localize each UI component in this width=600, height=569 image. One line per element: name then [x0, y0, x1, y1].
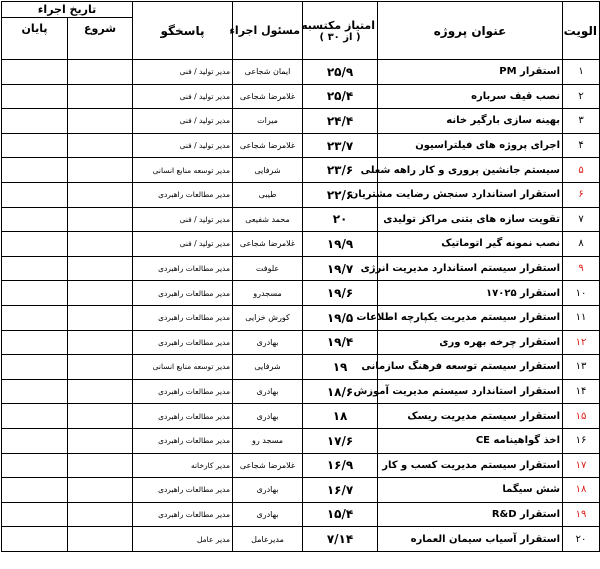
- header-score-line2: ( از ۳۰ ): [319, 31, 361, 43]
- start-date-cell: [68, 404, 133, 429]
- table-row: [2, 355, 600, 380]
- executor-cell: بهادری: [233, 404, 303, 429]
- priority-cell: ۱۲: [563, 330, 600, 355]
- end-date-cell: [2, 428, 68, 453]
- respondent-cell: مدیر تولید / فنی: [133, 133, 233, 158]
- executor-cell: بهادری: [233, 502, 303, 527]
- respondent-cell: مدیر تولید / فنی: [133, 207, 233, 232]
- executor-cell: بهادری: [233, 379, 303, 404]
- end-date-cell: [2, 281, 68, 306]
- respondent-cell: مدیر مطالعات راهبردی: [133, 478, 233, 503]
- project-title-cell: استقرار PM: [378, 60, 563, 85]
- project-title-cell: استقرار استاندارد سنجش رضایت مشتریان: [378, 182, 563, 207]
- priority-cell: ۶: [563, 182, 600, 207]
- respondent-cell: مدیر مطالعات راهبردی: [133, 281, 233, 306]
- score-cell: ۱۹/۴: [303, 330, 378, 355]
- executor-cell: مسجد رو: [233, 428, 303, 453]
- priority-cell: ۹: [563, 256, 600, 281]
- score-cell: ۱۹: [303, 355, 378, 380]
- executor-cell: مسجدرو: [233, 281, 303, 306]
- end-date-cell: [2, 502, 68, 527]
- score-cell: ۱۹/۹: [303, 232, 378, 257]
- end-date-cell: [2, 453, 68, 478]
- respondent-cell: مدیر تولید / فنی: [133, 60, 233, 85]
- score-cell: ۲۵/۴: [303, 84, 378, 109]
- respondent-cell: مدیر عامل: [133, 527, 233, 552]
- priority-cell: ۱۴: [563, 379, 600, 404]
- start-date-cell: [68, 355, 133, 380]
- start-date-cell: [68, 428, 133, 453]
- project-title-cell: تقویت سازه های بتنی مراکز تولیدی: [378, 207, 563, 232]
- header-title: عنوان پروژه: [378, 2, 563, 60]
- end-date-cell: [2, 182, 68, 207]
- project-title-cell: استقرار ۱۷۰۲۵: [378, 281, 563, 306]
- executor-cell: کورش خزایی: [233, 305, 303, 330]
- executor-cell: بهادری: [233, 478, 303, 503]
- respondent-cell: مدیر مطالعات راهبردی: [133, 330, 233, 355]
- end-date-cell: [2, 133, 68, 158]
- end-date-cell: [2, 355, 68, 380]
- header-start: شروع: [68, 18, 133, 60]
- executor-cell: غلامرضا شجاعی: [233, 232, 303, 257]
- header-score-line1: امتیاز مکتسبه: [301, 18, 376, 32]
- end-date-cell: [2, 478, 68, 503]
- priority-cell: ۱۰: [563, 281, 600, 306]
- table-row: [2, 109, 600, 134]
- end-date-cell: [2, 60, 68, 85]
- table-row: [2, 207, 600, 232]
- table-body: [2, 60, 600, 552]
- priority-cell: ۱۷: [563, 453, 600, 478]
- start-date-cell: [68, 60, 133, 85]
- end-date-cell: [2, 158, 68, 183]
- project-title-cell: بهینه سازی بارگیر خانه: [378, 109, 563, 134]
- start-date-cell: [68, 281, 133, 306]
- start-date-cell: [68, 158, 133, 183]
- score-cell: ۱۶/۹: [303, 453, 378, 478]
- header-score: [303, 2, 378, 60]
- respondent-cell: مدیر مطالعات راهبردی: [133, 428, 233, 453]
- end-date-cell: [2, 305, 68, 330]
- executor-cell: محمد شفیعی: [233, 207, 303, 232]
- respondent-cell: مدیر کارخانه: [133, 453, 233, 478]
- header-date-group: تاریخ اجراء: [2, 2, 133, 18]
- executor-cell: غلامرضا شجاعی: [233, 453, 303, 478]
- score-cell: ۱۹/۵: [303, 305, 378, 330]
- project-title-cell: استقرار R&D: [378, 502, 563, 527]
- priority-cell: ۴: [563, 133, 600, 158]
- start-date-cell: [68, 453, 133, 478]
- respondent-cell: مدیر تولید / فنی: [133, 109, 233, 134]
- start-date-cell: [68, 133, 133, 158]
- table-row: [2, 182, 600, 207]
- score-cell: ۲۰: [303, 207, 378, 232]
- score-cell: ۲۳/۷: [303, 133, 378, 158]
- table-row: [2, 133, 600, 158]
- table-row: [2, 256, 600, 281]
- end-date-cell: [2, 404, 68, 429]
- score-cell: ۱۹/۷: [303, 256, 378, 281]
- header-respondent: پاسخگو: [133, 2, 233, 60]
- project-title-cell: نصب قیف سرباره: [378, 84, 563, 109]
- project-title-cell: استقرار آسیاب سیمان العماره: [378, 527, 563, 552]
- header-priority: الویت: [563, 2, 600, 60]
- respondent-cell: مدیر مطالعات راهبردی: [133, 182, 233, 207]
- table-row: [2, 330, 600, 355]
- project-title-cell: اجرای پروژه های فیلتراسیون: [378, 133, 563, 158]
- table-row: [2, 379, 600, 404]
- priority-cell: ۱۶: [563, 428, 600, 453]
- executor-cell: مدیرعامل: [233, 527, 303, 552]
- start-date-cell: [68, 232, 133, 257]
- projects-table: [1, 1, 600, 552]
- table-row: [2, 158, 600, 183]
- header-end: پایان: [2, 18, 68, 60]
- end-date-cell: [2, 379, 68, 404]
- project-title-cell: استقرار سیستم مدیریت ریسک: [378, 404, 563, 429]
- respondent-cell: مدیر مطالعات راهبردی: [133, 502, 233, 527]
- project-title-cell: استقرار استاندارد سیستم مدیریت آموزش: [378, 379, 563, 404]
- priority-cell: ۷: [563, 207, 600, 232]
- project-title-cell: استقرار سیستم توسعه فرهنگ سازمانی: [378, 355, 563, 380]
- project-title-cell: استقرار چرخه بهره وری: [378, 330, 563, 355]
- score-cell: ۷/۱۴: [303, 527, 378, 552]
- respondent-cell: مدیر تولید / فنی: [133, 84, 233, 109]
- score-cell: ۱۹/۶: [303, 281, 378, 306]
- table-row: [2, 281, 600, 306]
- executor-cell: غلامرضا شجاعی: [233, 84, 303, 109]
- score-cell: ۲۲/۶: [303, 182, 378, 207]
- project-title-cell: اخذ گواهینامه CE: [378, 428, 563, 453]
- start-date-cell: [68, 256, 133, 281]
- header-executor: مسئول اجراء: [233, 2, 303, 60]
- priority-cell: ۲۰: [563, 527, 600, 552]
- start-date-cell: [68, 527, 133, 552]
- respondent-cell: مدیر مطالعات راهبردی: [133, 305, 233, 330]
- score-cell: ۲۴/۴: [303, 109, 378, 134]
- project-title-cell: استقرار سیستم استاندارد مدیریت انرژی: [378, 256, 563, 281]
- start-date-cell: [68, 305, 133, 330]
- executor-cell: طیبی: [233, 182, 303, 207]
- executor-cell: ایمان شجاعی: [233, 60, 303, 85]
- respondent-cell: مدیر مطالعات راهبردی: [133, 379, 233, 404]
- table-row: [2, 502, 600, 527]
- executor-cell: میرات: [233, 109, 303, 134]
- project-title-cell: سیستم جانشین پروری و کار راهه شغلی: [378, 158, 563, 183]
- executor-cell: غلامرضا شجاعی: [233, 133, 303, 158]
- start-date-cell: [68, 207, 133, 232]
- priority-cell: ۱۸: [563, 478, 600, 503]
- respondent-cell: مدیر تولید / فنی: [133, 232, 233, 257]
- start-date-cell: [68, 330, 133, 355]
- executor-cell: بهادری: [233, 330, 303, 355]
- priority-cell: ۲: [563, 84, 600, 109]
- table-row: [2, 428, 600, 453]
- priority-cell: ۸: [563, 232, 600, 257]
- end-date-cell: [2, 256, 68, 281]
- respondent-cell: مدیر مطالعات راهبردی: [133, 256, 233, 281]
- table-row: [2, 478, 600, 503]
- score-cell: ۲۵/۹: [303, 60, 378, 85]
- table-row: [2, 84, 600, 109]
- score-cell: ۱۶/۷: [303, 478, 378, 503]
- score-cell: ۱۵/۴: [303, 502, 378, 527]
- end-date-cell: [2, 109, 68, 134]
- priority-cell: ۱۱: [563, 305, 600, 330]
- priority-cell: ۱۵: [563, 404, 600, 429]
- priority-cell: ۱: [563, 60, 600, 85]
- end-date-cell: [2, 207, 68, 232]
- project-title-cell: استقرار سیستم مدیریت کسب و کار: [378, 453, 563, 478]
- respondent-cell: مدیر توسعه منابع انسانی: [133, 355, 233, 380]
- executor-cell: شرفایی: [233, 158, 303, 183]
- executor-cell: علوفت: [233, 256, 303, 281]
- start-date-cell: [68, 379, 133, 404]
- table-row: [2, 305, 600, 330]
- priority-cell: ۵: [563, 158, 600, 183]
- score-cell: ۱۸: [303, 404, 378, 429]
- project-title-cell: نصب نمونه گیر اتوماتیک: [378, 232, 563, 257]
- end-date-cell: [2, 527, 68, 552]
- table-row: [2, 404, 600, 429]
- table-row: [2, 60, 600, 85]
- start-date-cell: [68, 182, 133, 207]
- table-row: [2, 527, 600, 552]
- end-date-cell: [2, 232, 68, 257]
- score-cell: ۲۳/۶: [303, 158, 378, 183]
- start-date-cell: [68, 109, 133, 134]
- project-title-cell: شش سیگما: [378, 478, 563, 503]
- start-date-cell: [68, 84, 133, 109]
- project-title-cell: استقرار سیستم مدیریت یکپارچه اطلاعات: [378, 305, 563, 330]
- score-cell: ۱۸/۶: [303, 379, 378, 404]
- executor-cell: شرفایی: [233, 355, 303, 380]
- table-row: [2, 453, 600, 478]
- priority-cell: ۱۹: [563, 502, 600, 527]
- end-date-cell: [2, 84, 68, 109]
- priority-cell: ۳: [563, 109, 600, 134]
- score-cell: ۱۷/۶: [303, 428, 378, 453]
- start-date-cell: [68, 502, 133, 527]
- start-date-cell: [68, 478, 133, 503]
- table-row: [2, 232, 600, 257]
- respondent-cell: مدیر توسعه منابع انسانی: [133, 158, 233, 183]
- respondent-cell: مدیر مطالعات راهبردی: [133, 404, 233, 429]
- end-date-cell: [2, 330, 68, 355]
- priority-cell: ۱۳: [563, 355, 600, 380]
